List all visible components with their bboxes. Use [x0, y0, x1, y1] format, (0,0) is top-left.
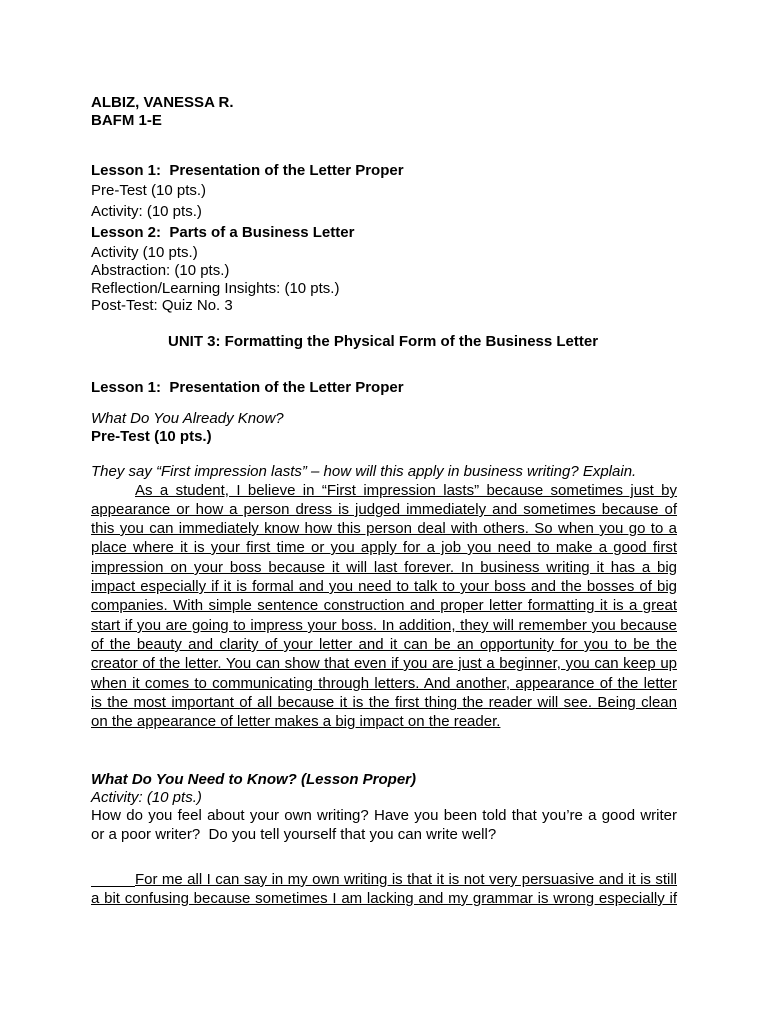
answer-line-text: a bit confusing because sometimes I am lacking and my grammar is wrong especially if: [91, 890, 677, 907]
lesson-proper-activity-label: Activity: (10 pts.): [91, 789, 202, 806]
pretest-answer-line: [135, 482, 677, 500]
answer-line-text: start if you are going to impress your boss. In addition, they will remember you because: [91, 617, 677, 634]
pretest-heading: What Do You Already Know?: [91, 410, 284, 427]
answer-line-text: impression on your boss because it will last forever. In business writing it has a big: [91, 559, 677, 576]
answer-line-text: creator of the letter. You can show that even if you are just a beginner, you can keep up: [91, 655, 677, 672]
outline-lesson2-item: Reflection/Learning Insights: (10 pts.): [91, 280, 340, 297]
pretest-answer-line: [91, 520, 677, 538]
pretest-answer-line: [91, 675, 677, 693]
answer-line-text: As a student, I believe in “First impression lasts” because sometimes just by: [135, 482, 677, 499]
pretest-answer-line: [91, 539, 677, 557]
answer-line-text: on the appearance of letter makes a big impact on the reader.: [91, 713, 501, 730]
lesson-proper-answer-line: [135, 871, 677, 889]
outline-lesson1-item: Pre-Test (10 pts.): [91, 182, 207, 199]
outline-lesson2-title: Lesson 2: Parts of a Business Letter: [91, 224, 355, 241]
answer-line-text: of the beauty and clarity of your letter and it can be an opportunity for you to be the: [91, 636, 677, 653]
lesson-title: Lesson 1: Presentation of the Letter Proper: [91, 379, 404, 396]
pretest-label: Pre-Test (10 pts.): [91, 428, 212, 445]
pretest-answer-line: [91, 501, 677, 519]
answer-indent-underline: [91, 886, 135, 887]
answer-line-text: when it comes to communicating through letters. And another, appearance of the letter: [91, 675, 677, 692]
pretest-question: They say “First impression lasts” – how will this apply in business writing? Explain.: [91, 463, 637, 480]
lesson-proper-prompt-line: or a poor writer? Do you tell yourself that you can write well?: [91, 826, 497, 843]
pretest-answer-line: [91, 694, 677, 712]
student-section: BAFM 1-E: [91, 112, 162, 129]
answer-line-text: is the most important of all because it is the first thing the reader will see. Being clean: [91, 694, 677, 711]
lesson-proper-prompt-line: [91, 807, 677, 825]
outline-lesson1-item: Activity: (10 pts.): [91, 203, 202, 220]
answer-line-text: appearance or how a person dress is judged immediately and sometimes because of: [91, 501, 677, 518]
pretest-answer-line: [91, 559, 677, 577]
outline-lesson2-item: Post-Test: Quiz No. 3: [91, 297, 233, 314]
unit-title: UNIT 3: Formatting the Physical Form of the Business Letter: [168, 333, 599, 350]
lesson-proper-heading: What Do You Need to Know? (Lesson Proper): [91, 771, 417, 788]
answer-line-text: this you can immediately know how this person deal with others. So when you go to a: [91, 520, 677, 537]
answer-line-text: impact especially if it is formal and you need to talk to your boss and the bosses of big: [91, 578, 677, 595]
pretest-answer-line: [91, 713, 500, 731]
answer-line-text: For me all I can say in my own writing is that it is not very persuasive and it is still: [135, 871, 677, 888]
answer-line-text: companies. With simple sentence construction and proper letter formatting it is a great: [91, 597, 677, 614]
student-name: ALBIZ, VANESSA R.: [91, 94, 234, 111]
answer-line-text: place where it is your first time or you apply for a job you need to make a good first: [91, 539, 677, 556]
lesson-proper-answer-line: [91, 890, 677, 908]
pretest-answer-line: [91, 597, 677, 615]
pretest-answer-line: [91, 655, 677, 673]
outline-lesson1-title: Lesson 1: Presentation of the Letter Proper: [91, 162, 404, 179]
pretest-answer-line: [91, 636, 677, 654]
outline-lesson2-item: Abstraction: (10 pts.): [91, 262, 230, 279]
pretest-answer-line: [91, 578, 677, 596]
outline-lesson2-item: Activity (10 pts.): [91, 244, 198, 261]
prompt-line-text: How do you feel about your own writing? Have you been told that you’re a good writer: [91, 807, 677, 824]
pretest-answer-line: [91, 617, 677, 635]
